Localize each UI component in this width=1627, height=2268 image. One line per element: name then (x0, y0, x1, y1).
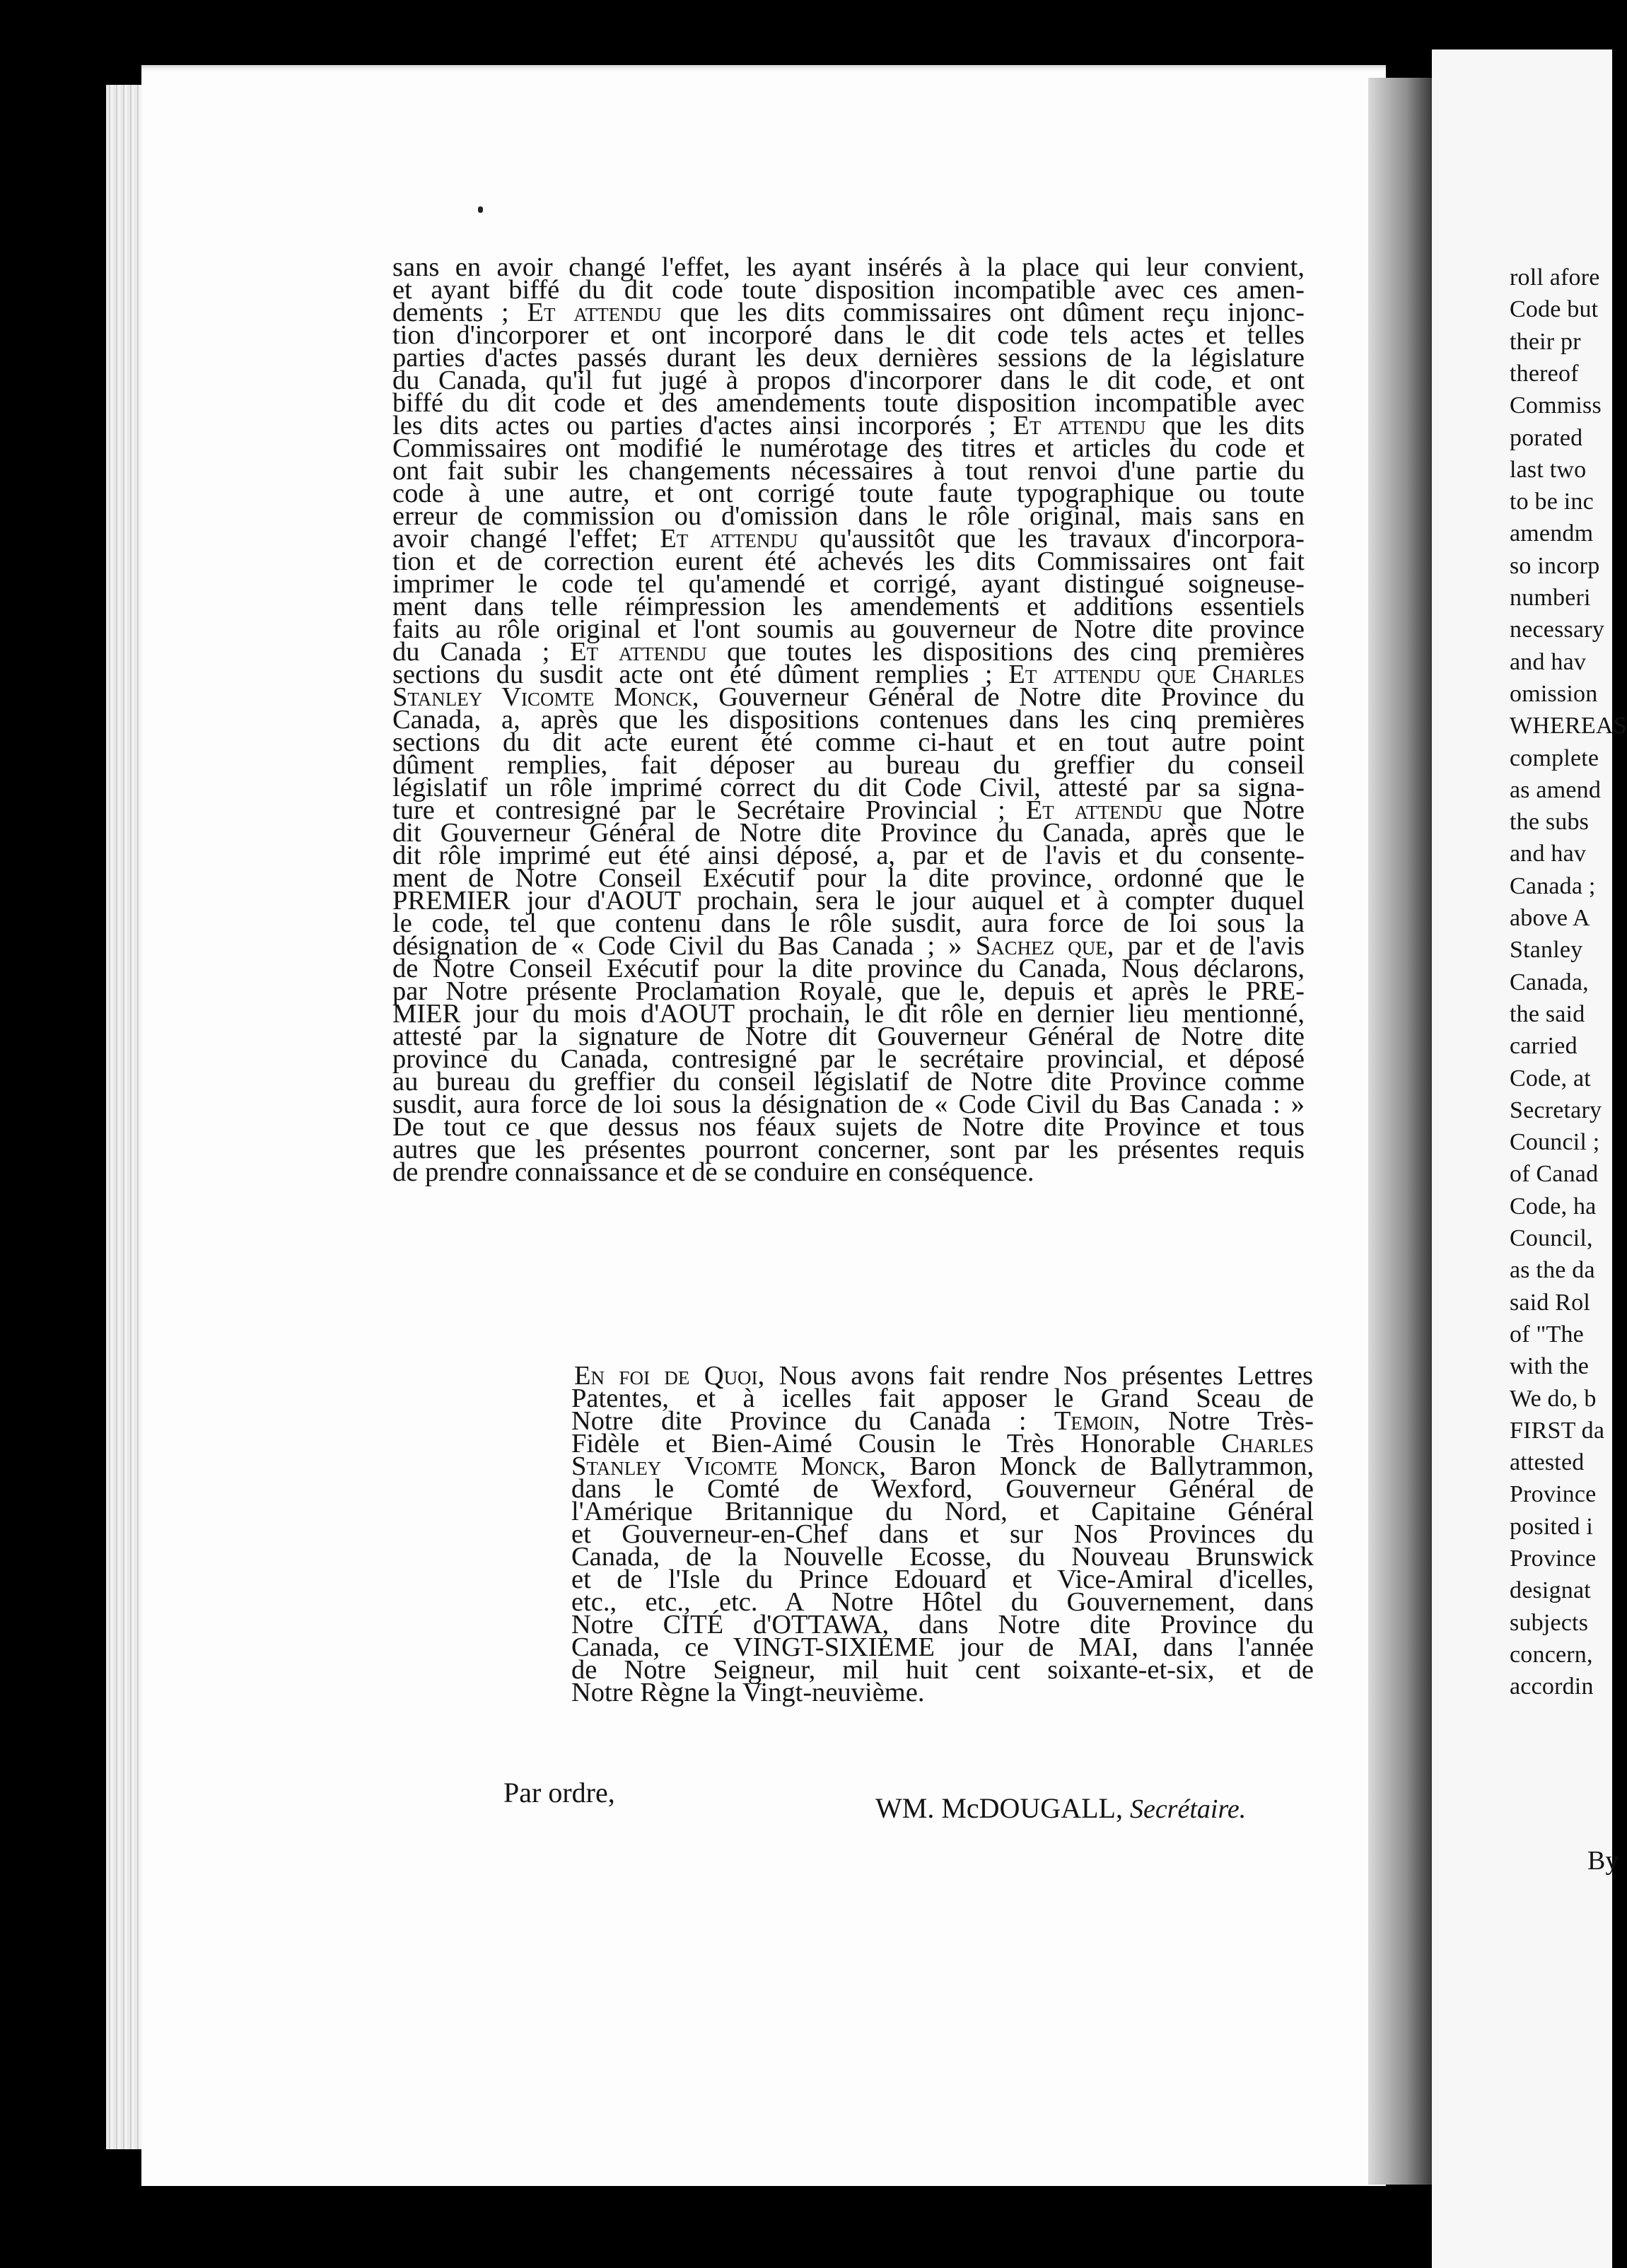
body-line: dûment remplies, fait déposer au bureau du greffier du conseil (392, 750, 1305, 780)
facing-page-line: WHEREAS (1510, 713, 1627, 740)
closing-line: Stanley Vicomte Monck, Baron Monck de Ballytrammon, (571, 1451, 1314, 1481)
book-gutter (1368, 78, 1432, 2185)
facing-page-line: last two (1510, 456, 1587, 483)
facing-page-line: and hav (1510, 648, 1587, 675)
facing-page-line: FIRST da (1510, 1417, 1605, 1444)
facing-page-line: designat (1510, 1577, 1591, 1604)
facing-page (1432, 49, 1627, 2268)
closing-line: Canada, de la Nouvelle Ecosse, du Nouveau Brunswick (571, 1542, 1314, 1572)
body-line: Canada, a, après que les dispositions contenues dans les cinq premières (392, 705, 1305, 735)
facing-page-line: with the (1510, 1353, 1590, 1380)
facing-page-line: Canada, (1510, 969, 1589, 995)
facing-page-line: carried (1510, 1033, 1578, 1060)
closing-line: Notre CITÉ d'OTTAWA, dans Notre dite Province du (571, 1610, 1314, 1639)
body-line: biffé du dit code et des amendements toute disposition incompatible avec (392, 388, 1305, 418)
body-line: PREMIER jour d'AOUT prochain, sera le jour auquel et à compter duquel (392, 886, 1305, 916)
facing-page-line: so incorp (1510, 552, 1600, 579)
body-line: ont fait subir les changements nécessaires à tout renvoi d'une partie du (392, 456, 1305, 486)
body-line: imprimer le code tel qu'amendé et corrigé, ayant distingué soigneuse- (392, 569, 1305, 599)
body-line: De tout ce que dessus nos féaux sujets de Notre dite Province et tous (392, 1112, 1305, 1142)
facing-page-line: the said (1510, 1000, 1585, 1027)
facing-page-line: and hav (1510, 841, 1587, 867)
signature-name: WM. McDOUGALL, (875, 1792, 1123, 1824)
facing-page-line: as amend (1510, 776, 1602, 803)
signature (875, 1791, 1246, 1825)
closing-line: etc., etc., etc. A Notre Hôtel du Gouvernement, dans (571, 1587, 1314, 1617)
closing-line: dans le Comté de Wexford, Gouverneur Général de (571, 1474, 1314, 1504)
closing-line: l'Amérique Britannique du Nord, et Capitaine Général (571, 1497, 1314, 1526)
facing-page-line: said Rol (1510, 1289, 1590, 1316)
closing-line: de Notre Seigneur, mil huit cent soixante-et-six, et de (571, 1655, 1314, 1685)
facing-page-line: of "The (1510, 1321, 1584, 1348)
facing-page-line: Stanley (1510, 937, 1583, 964)
facing-page-line: roll afore (1510, 264, 1600, 291)
body-line: au bureau du greffier du conseil législatif de Notre dite Province comme (392, 1067, 1305, 1097)
body-line: avoir changé l'effet; Et attendu qu'aussitôt que les travaux d'incorpora- (392, 524, 1305, 554)
facing-page-line: Province (1510, 1545, 1597, 1572)
body-line: tion et de correction eurent été achevés les dits Commissaires ont fait (392, 546, 1305, 576)
closing-line: Notre dite Province du Canada : Temoin, Notre Très- (571, 1406, 1314, 1436)
body-line: faits au rôle original et l'ont soumis au gouverneur de Notre dite province (392, 614, 1305, 644)
facing-page-line: thereof (1510, 360, 1579, 387)
facing-page-line: Canada ; (1510, 872, 1596, 899)
facing-page-line: porated (1510, 424, 1583, 451)
facing-page-line: Code but (1510, 296, 1599, 323)
par-ordre: Par ordre, (503, 1777, 615, 1808)
body-line: Stanley Vicomte Monck, Gouverneur Général de Notre dite Province du (392, 682, 1305, 712)
body-line: code à une autre, et ont corrigé toute faute typographique ou toute (392, 479, 1305, 508)
facing-page-line: We do, b (1510, 1385, 1597, 1412)
facing-page-line: posited i (1510, 1513, 1593, 1540)
closing-line: et de l'Isle du Prince Edouard et Vice-Amiral d'icelles, (571, 1565, 1314, 1594)
facing-page-line: Council, (1510, 1225, 1593, 1251)
body-line: MIER jour du mois d'AOUT prochain, le dit rôle en dernier lieu mentionné, (392, 999, 1305, 1029)
body-line: les dits actes ou parties d'actes ainsi incorporés ; Et attendu que les dits (392, 411, 1305, 440)
facing-page-line: Council ; (1510, 1129, 1600, 1156)
body-line: de Notre Conseil Exécutif pour la dite province du Canada, Nous déclarons, (392, 954, 1305, 983)
facing-page-line: above A (1510, 905, 1590, 931)
body-line: dements ; Et attendu que les dits commissaires ont dûment reçu injonc- (392, 298, 1305, 327)
body-line: désignation de « Code Civil du Bas Canada ; » Sachez que, par et de l'avis (392, 931, 1305, 961)
facing-page-line: accordin (1510, 1673, 1594, 1700)
body-line: dit rôle imprimé eut été ainsi déposé, a, par et de l'avis et du consente- (392, 841, 1305, 870)
facing-page-line: attested (1510, 1449, 1585, 1476)
body-line: le code, tel que contenu dans le rôle susdit, aura force de loi sous la (392, 908, 1305, 938)
proclamation-body (392, 252, 1305, 1187)
signature-title: Secrétaire. (1129, 1794, 1247, 1824)
body-line: de prendre connaissance et de se conduire en conséquence. (392, 1157, 1034, 1187)
facing-page-line: Commiss (1510, 392, 1602, 419)
body-line: du Canada, qu'il fut jugé à propos d'incorporer dans le dit code, et ont (392, 366, 1305, 395)
facing-page-line: the subs (1510, 809, 1590, 836)
facing-page-by: By (1587, 1846, 1619, 1876)
facing-page-line: of Canad (1510, 1161, 1599, 1188)
facing-page-line: amendm (1510, 520, 1594, 547)
body-line: sections du susdit acte ont été dûment remplies ; Et attendu que Charles (392, 660, 1305, 689)
body-line: ture et contresigné par le Secrétaire Provincial ; Et attendu que Notre (392, 795, 1305, 825)
body-line: sans en avoir changé l'effet, les ayant insérés à la place qui leur convient, (392, 252, 1305, 282)
body-line: dit Gouverneur Général de Notre dite Province du Canada, après que le (392, 818, 1305, 848)
facing-page-line: Province (1510, 1481, 1597, 1508)
facing-page-line: as the da (1510, 1257, 1595, 1284)
closing-line: Patentes, et à icelles fait apposer le Grand Sceau de (571, 1384, 1314, 1413)
body-line: ment dans telle réimpression les amendements et additions essentiels (392, 592, 1305, 621)
facing-page-line: Code, at (1510, 1065, 1591, 1092)
body-line: Commissaires ont modifié le numérotage des titres et articles du code et (392, 433, 1305, 463)
body-line: par Notre présente Proclamation Royale, que le, depuis et après le PRE- (392, 976, 1305, 1006)
closing-line: Fidèle et Bien-Aimé Cousin le Très Honorable Charles (571, 1429, 1314, 1459)
ink-speck (478, 206, 483, 213)
body-line: ment de Notre Conseil Exécutif pour la dite province, ordonné que le (392, 863, 1305, 893)
body-line: sections du dit acte eurent été comme ci-haut et en tout autre point (392, 727, 1305, 757)
facing-page-line: subjects (1510, 1609, 1589, 1636)
facing-page-line: Code, ha (1510, 1193, 1597, 1220)
facing-page-line: to be inc (1510, 489, 1594, 515)
body-line: attesté par la signature de Notre dit Gouverneur Général de Notre dite (392, 1022, 1305, 1051)
body-line: province du Canada, contresigné par le secrétaire provincial, et déposé (392, 1044, 1305, 1074)
facing-page-line: omission (1510, 680, 1598, 707)
facing-page-line: concern, (1510, 1641, 1593, 1668)
closing-line: En foi de Quoi, Nous avons fait rendre Nos présentes Lettres (574, 1361, 1313, 1391)
body-line: législatif un rôle imprimé correct du dit Code Civil, attesté par sa signa- (392, 773, 1305, 802)
closing-paragraph (571, 1384, 1314, 1707)
body-line: tion d'incorporer et ont incorporé dans le dit code tels actes et telles (392, 320, 1305, 350)
body-line: autres que les présentes pourront concerner, sont par les présentes requis (392, 1135, 1305, 1164)
closing-line: et Gouverneur-en-Chef dans et sur Nos Provinces du (571, 1519, 1314, 1549)
facing-page-line: their pr (1510, 328, 1581, 355)
body-line: et ayant biffé du dit code toute disposition incompatible avec ces amen- (392, 275, 1305, 305)
body-line: du Canada ; Et attendu que toutes les dispositions des cinq premières (392, 637, 1305, 667)
closing-line: Canada, ce VINGT-SIXIEME jour de MAI, dans l'année (571, 1632, 1314, 1662)
body-line: susdit, aura force de loi sous la désignation de « Code Civil du Bas Canada : » (392, 1089, 1305, 1119)
facing-page-line: complete (1510, 744, 1599, 771)
facing-page-line: necessary (1510, 616, 1604, 643)
facing-page-line: numberi (1510, 585, 1591, 611)
closing-line: Notre Règne la Vingt-neuvième. (571, 1678, 925, 1707)
body-line: parties d'actes passés durant les deux dernières sessions de la législature (392, 343, 1305, 373)
body-line: erreur de commission ou d'omission dans le rôle original, mais sans en (392, 501, 1305, 531)
facing-page-line: Secretary (1510, 1097, 1602, 1123)
